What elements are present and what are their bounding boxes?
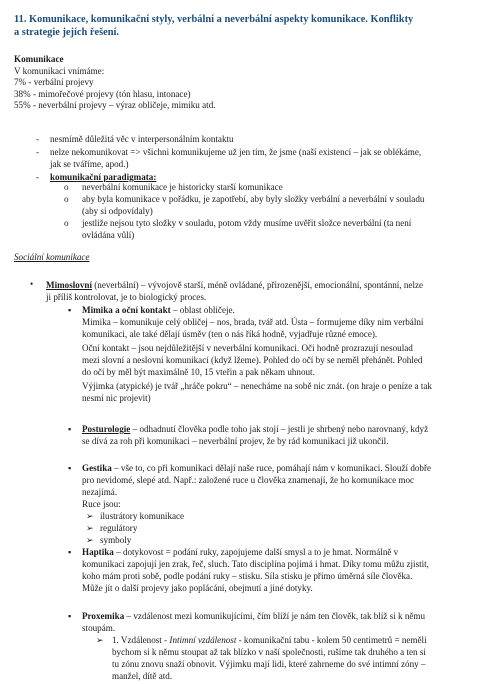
dash-marker: - (36, 172, 40, 182)
haptika-desc: – dotykovost = podání ruky, zapojujeme další smysl a to je hmat. Normálně v (113, 547, 399, 557)
bullet-marker: • (30, 279, 34, 289)
circle-marker: o (64, 182, 69, 192)
gestika-line-2: pro nevidomé, slepé atd. Např.: založené ruce u člověka znamenají, že ho komunikace moc (82, 475, 415, 485)
square-marker: ▪ (68, 305, 72, 315)
mimika-line: do očí by měl být maximálně 10, 15 vteřin a pak někam uhnout. (82, 367, 315, 377)
zone-line-3: tu zónu znovu snaží obnovit. Výjimku mají lidi, které zahrneme do své intimní zóny – (112, 659, 426, 669)
gestika-druhy-label: Ruce jsou: (82, 499, 121, 509)
arrow-marker: ➢ (86, 511, 94, 521)
mimoslovni-desc: (neverbální) – vývojově starší, méně ovládané, přirozenější, emocionální, spontánní, nelze (91, 280, 424, 290)
arrow-marker: ➢ (86, 523, 94, 533)
zone-line-1 (112, 635, 427, 647)
posturologie-line-1 (82, 424, 428, 436)
proxemika-term: Proxemika (82, 611, 125, 621)
paradigma-3-line-2: ovládána vůlí) (82, 230, 135, 240)
square-marker: ▪ (68, 463, 72, 473)
social-heading: Sociální komunikace (14, 252, 90, 262)
zone-line-4: manžel, dítě atd. (112, 671, 173, 681)
square-marker: ▪ (68, 424, 72, 434)
arrow-marker: ➢ (86, 535, 94, 545)
mimika-term: Mimika a oční kontakt (82, 305, 171, 315)
mimika-line: komunikaci, ale také dělají úsměv (ten o nás říká hodně, vyjadřuje různé emoce). (82, 329, 378, 339)
proxemika-line-2: stoupám. (82, 623, 116, 633)
paradigma-3-line-1: jestliže nejsou tyto složky v souladu, potom vždy musíme uvěřit složce neverbální (ta není (82, 218, 412, 228)
title-line-1: 11. Komunikace, komunikační styly, verbální a neverbální aspekty komunikace. Konflikty (14, 14, 414, 25)
komunikace-section (14, 54, 216, 112)
mimika-line: mezi slovní a neslovní komunikací (když lžeme). Pohled do očí by se neměl přehánět. Pohled (82, 355, 423, 365)
stat-verbal: 7% - verbální projevy (14, 77, 94, 88)
zone-line-2: bychom si k němu stoupat až tak blízko v naší společnosti, rušíme tak druhého a ten si (112, 647, 426, 657)
paradigma-1: neverbální komunikace je historicky starší komunikace (82, 182, 283, 192)
gestika-line-3: nezajímá. (82, 487, 118, 497)
haptika-line-2: komunikaci zapojují jen zrak, řeč, sluch. Tato disciplína pojímá i hmat. Díky tomu můžu zjistit, (82, 559, 429, 569)
zone-desc: - komunikační tabu - kolem 50 centimetrů = neměli (236, 635, 427, 645)
gestika-druh-1: ilustrátory komunikace (100, 511, 185, 521)
mimika-line: Výjimka (atypické) je tvář „hráče pokru“ – nenecháme na sobě nic znát. (on hraje o peníze a tak (82, 381, 432, 391)
haptika-line-4: Může jít o další projevy jako poplácání, obejmutí a jiné dotyky. (82, 583, 313, 593)
posturologie-term: Posturologie (82, 424, 131, 434)
komunikace-heading: Komunikace (14, 54, 64, 64)
dash-marker: - (36, 134, 40, 144)
zone-name: Intimní vzdálenost (169, 635, 237, 645)
dash-item-1: nesmímě důležitá věc v interpersonálním kontaktu (50, 134, 234, 144)
mimika-line: nesmí nic projevit) (82, 393, 151, 403)
haptika-line-1 (82, 547, 398, 559)
zone-num: 1. Vzdálenost - (112, 635, 170, 645)
gestika-druh-2: regulátory (100, 523, 138, 533)
circle-marker: o (64, 218, 69, 228)
document-title (14, 13, 482, 39)
mimoslovni-line-2: ji příliš kontrolovat, je to biologický proces. (46, 292, 207, 302)
proxemika-desc: – vzdálenost mezi komunikujícími, čím blíží je nám ten člověk, tak blíž si k němu (124, 611, 426, 621)
mimika-heading (82, 305, 235, 317)
paradigma-2-line-2: (aby si odpovídaly) (82, 206, 153, 216)
dash-item-3: komunikační paradigmata: (50, 172, 157, 182)
square-marker: ▪ (68, 611, 72, 621)
gestika-druh-3: symboly (100, 535, 132, 545)
proxemika-line-1 (82, 611, 425, 623)
mimika-line: Mimika – komunikuje celý obličej – nos, brada, tvář atd. Ústa – formujeme díky nim verbální (82, 317, 424, 327)
gestika-desc: – vše to, co při komunikaci dělají naše ruce, pomáhají nám v komunikaci. Slouží dobře (111, 463, 432, 473)
mimika-rest: – oblast obličeje. (170, 305, 235, 315)
stat-nonverbal: 55% - neverbální projevy – výraz obličeje, mimiku atd. (14, 100, 216, 111)
title-line-2: a strategie jejích řešení. (14, 27, 120, 38)
dash-item-2-line-2: jak se tváříme, apod.) (50, 159, 129, 169)
square-marker: ▪ (68, 547, 72, 557)
mimoslovni-term: Mimoslovní (46, 280, 92, 290)
mimika-line: Oční kontakt – jsou nejdůležitější v neverbální komunikaci. Oči hodně prozrazují nesoulad (82, 343, 413, 353)
arrow-marker: ➢ (96, 635, 104, 645)
gestika-term: Gestika (82, 463, 112, 473)
mimoslovni-line-1 (46, 280, 423, 292)
posturologie-line-2: se dívá za roh při komunikaci – neverbální projev, že by rád komunikaci již ukončil. (82, 436, 389, 446)
gestika-line-1 (82, 463, 431, 475)
posturologie-desc: – odhadnutí člověka podle toho jak stojí – jestli je shrbený nebo narovnaný, když (130, 424, 429, 434)
dash-marker: - (36, 147, 40, 157)
haptika-line-3: koho mám proti sobě, podle podání ruky – stisku. Síla stisku je přímo úměrná síle člověka. (82, 571, 413, 581)
komunikace-intro: V komunikaci vnímáme: (14, 65, 105, 76)
stat-paraverbal: 38% - mimořečové projevy (tón hlasu, intonace) (14, 88, 191, 99)
paradigma-2-line-1: aby byla komunikace v pořádku, je zapotřebí, aby byly složky verbální a neverbální v souladu (82, 194, 425, 204)
dash-item-2-line-1: nelze nekomunikovat => všichni komunikujeme už jen tím, že jsme (naší existencí – jak se oblékáme, (50, 147, 422, 157)
haptika-term: Haptika (82, 547, 114, 557)
circle-marker: o (64, 194, 69, 204)
